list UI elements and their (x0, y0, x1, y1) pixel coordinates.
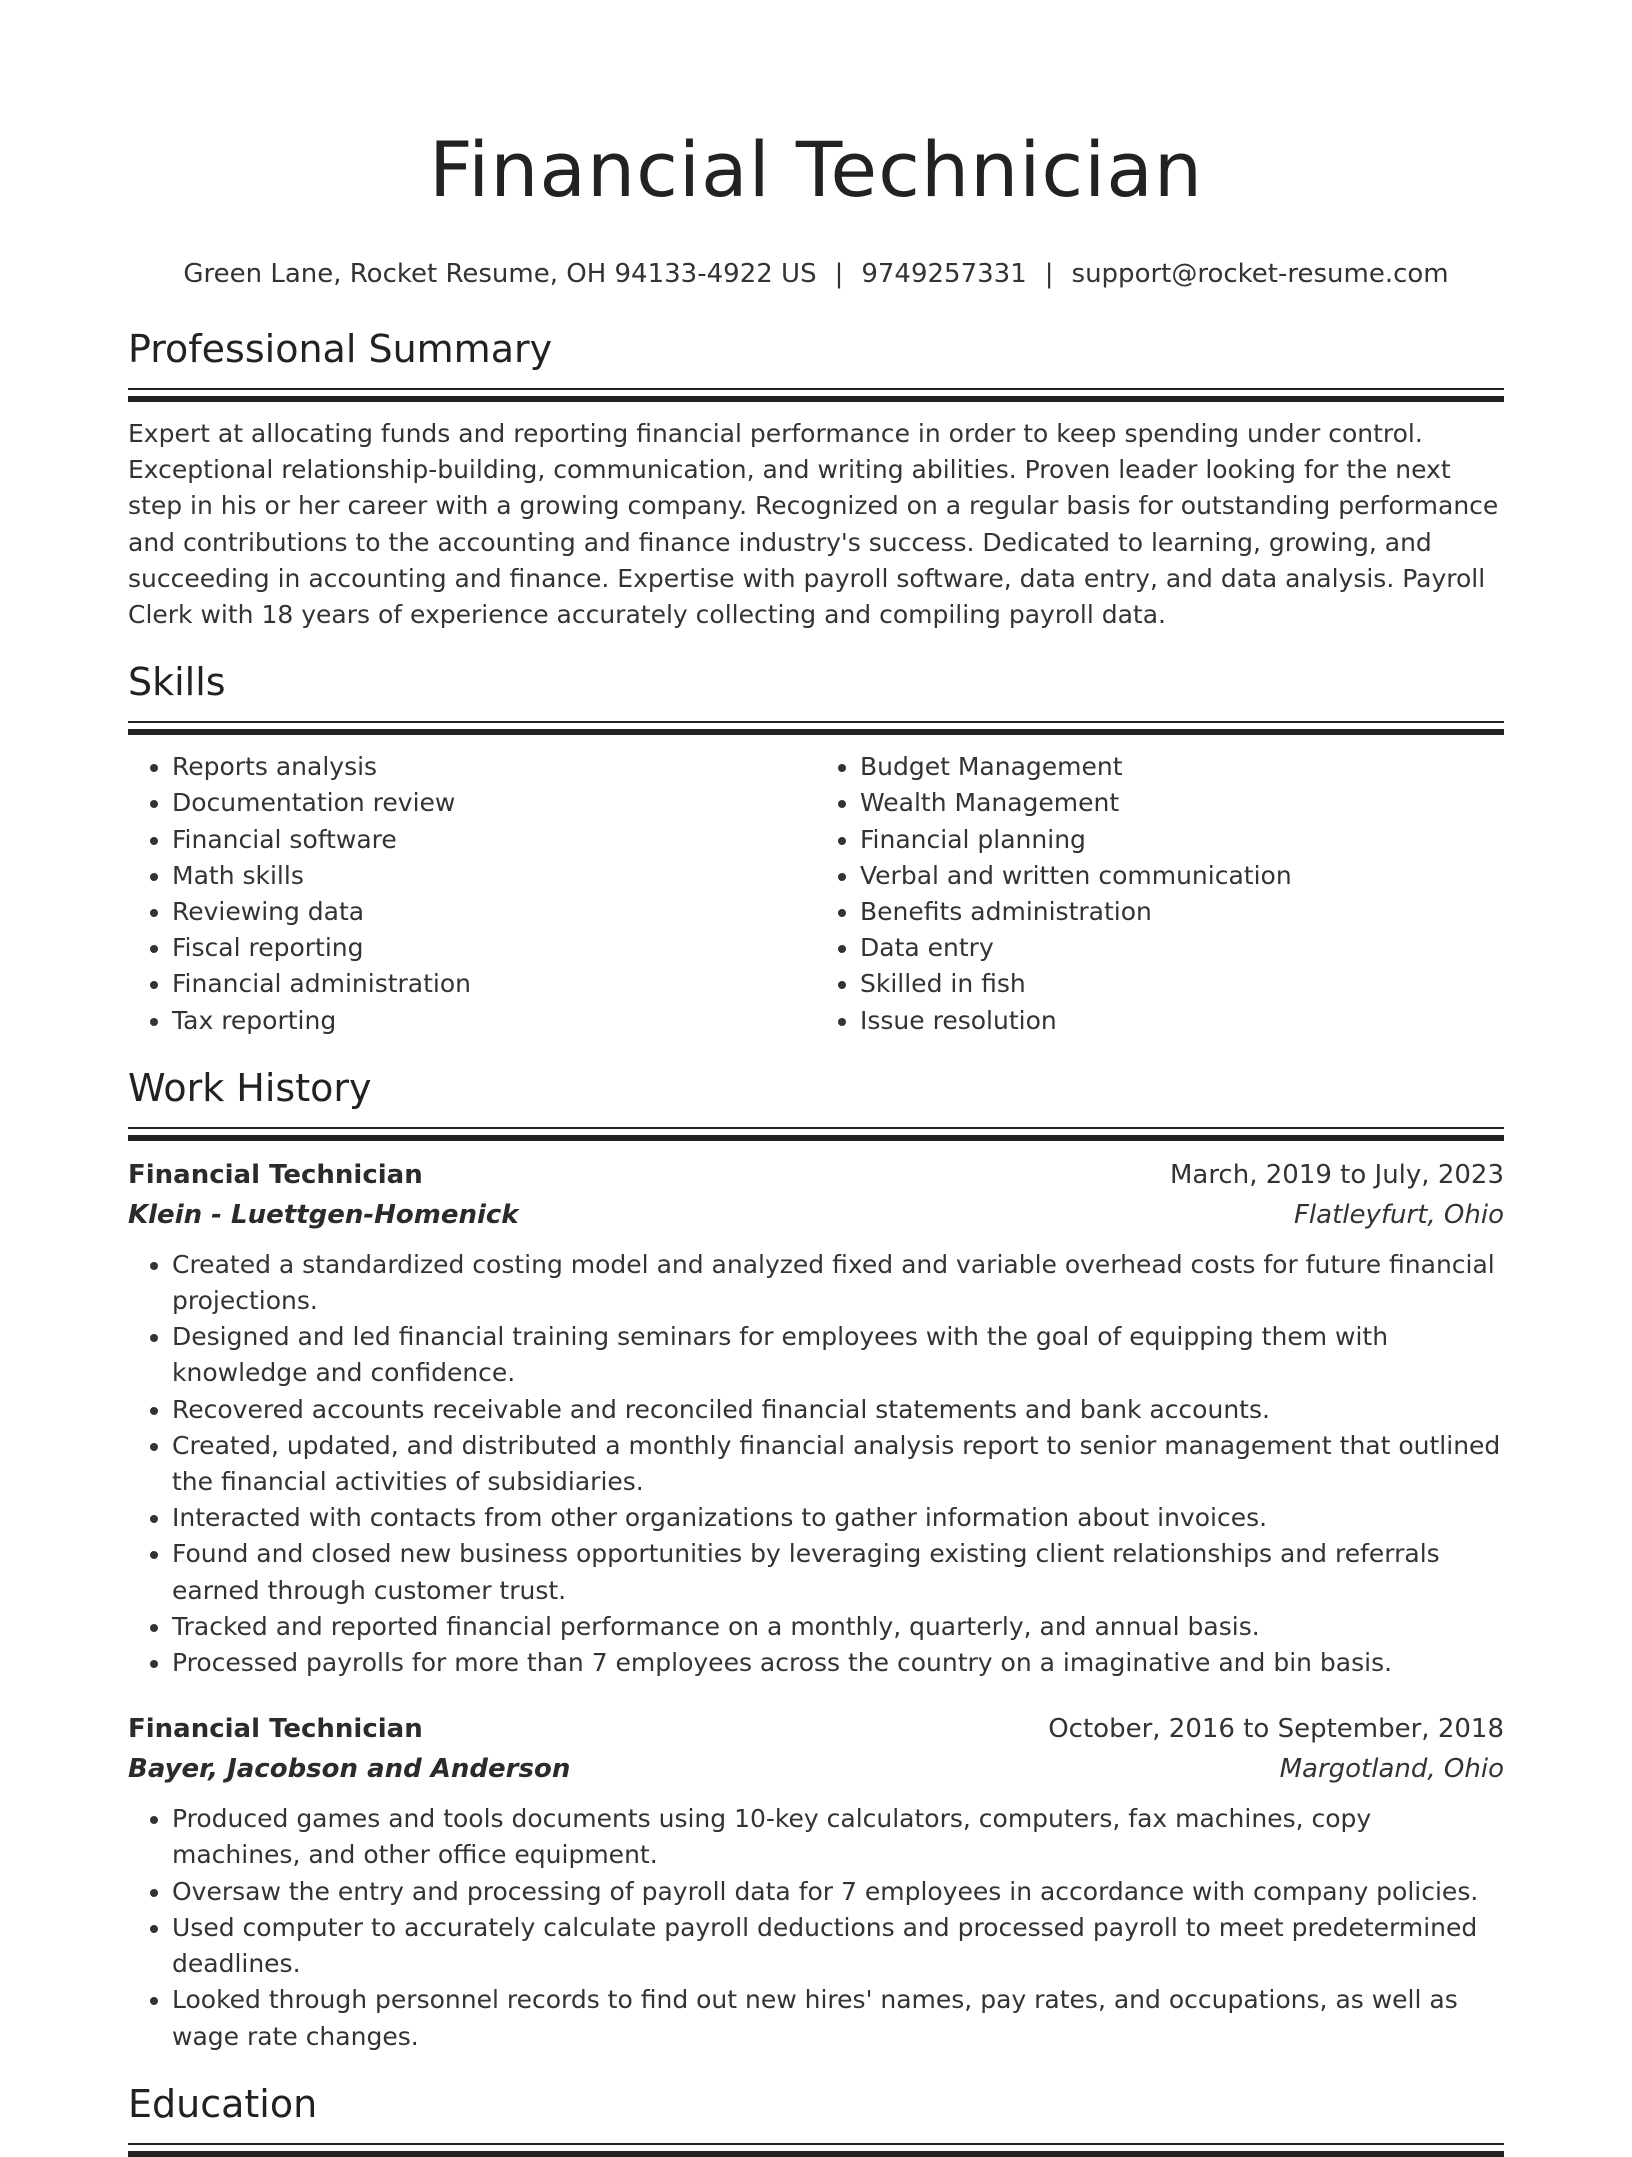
job-bullet: • Designed and led financial training seminars for employees with the goal of equipping them with knowledge and confidence. (172, 1319, 1504, 1391)
contact-address: Green Lane, Rocket Resume, OH 94133-4922 US (183, 259, 817, 289)
job-location: Flatleyfurt, Ohio (1293, 1199, 1504, 1230)
job-entry (128, 1155, 1504, 1681)
job-bullet: • Produced games and tools documents using 10-key calculators, computers, fax machines, copy machines, and other office equipment. (172, 1801, 1504, 1873)
skill-item: • Math skills (172, 858, 816, 894)
contact-separator: | (834, 259, 844, 289)
summary-section (128, 324, 1504, 633)
section-divider (128, 388, 1504, 402)
contact-line (128, 256, 1504, 292)
job-bullet: • Looked through personnel records to find out new hires' names, pay rates, and occupations, as well as wage rate changes. (172, 1982, 1504, 2054)
summary-text: Expert at allocating funds and reporting financial performance in order to keep spending under control. Exceptional relationship-building, communication, and writing abilities. Proven leader looking for the next step in his or her career with a growing company. Recognized on a regular basis for outstanding performance and contributions to the accounting and finance industry's success. Dedicated to learning, growing, and succeeding in accounting and finance. Expertise with payroll software, data entry, and data analysis. Payroll Clerk with 18 years of experience accurately collecting and compiling payroll data. (128, 419, 1499, 630)
skills-columns (128, 749, 1504, 1039)
skills-section (128, 657, 1504, 1039)
job-dates: March, 2019 to July, 2023 (1169, 1159, 1504, 1190)
job-company: Bayer, Jacobson and Anderson (128, 1754, 571, 1785)
section-divider (128, 2143, 1504, 2157)
job-entry (128, 1709, 1504, 2054)
skill-item: • Issue resolution (860, 1003, 1504, 1039)
resume-name: Financial Technician (428, 125, 1204, 214)
section-divider (128, 721, 1504, 735)
skill-item: • Documentation review (172, 785, 816, 821)
job-title: Financial Technician (128, 1714, 423, 1745)
job-dates: October, 2016 to September, 2018 (1048, 1714, 1504, 1745)
skill-item: • Wealth Management (860, 785, 1504, 821)
contact-email[interactable]: support@rocket-resume.com (1071, 259, 1449, 289)
job-bullet: • Recovered accounts receivable and reconciled financial statements and bank accounts. (172, 1392, 1504, 1428)
skill-item: • Financial planning (860, 822, 1504, 858)
job-bullet: • Interacted with contacts from other organizations to gather information about invoices. (172, 1500, 1504, 1536)
job-title: Financial Technician (128, 1159, 423, 1190)
work-history-section (128, 1063, 1504, 2055)
section-title-skills: Skills (128, 660, 226, 705)
section-title-work-history: Work History (128, 1065, 372, 1110)
skill-item: • Reviewing data (172, 894, 816, 930)
skill-item: • Verbal and written communication (860, 858, 1504, 894)
skill-item: • Reports analysis (172, 749, 816, 785)
job-bullet: • Processed payrolls for more than 7 employees across the country on a imaginative and bin basis. (172, 1645, 1504, 1681)
contact-phone: 9749257331 (861, 259, 1027, 289)
job-bullet: • Tracked and reported financial performance on a monthly, quarterly, and annual basis. (172, 1609, 1504, 1645)
education-section (128, 2079, 1504, 2157)
skill-item: • Tax reporting (172, 1003, 816, 1039)
skill-item: • Fiscal reporting (172, 930, 816, 966)
job-bullet: • Created a standardized costing model and analyzed fixed and variable overhead costs for future financial projections. (172, 1247, 1504, 1319)
job-bullet: • Created, updated, and distributed a monthly financial analysis report to senior management that outlined the financial activities of subsidiaries. (172, 1428, 1504, 1500)
skill-item: • Budget Management (860, 749, 1504, 785)
job-bullet: • Used computer to accurately calculate payroll deductions and processed payroll to meet predetermined deadlines. (172, 1910, 1504, 1982)
job-location: Margotland, Ohio (1279, 1754, 1504, 1785)
contact-separator: | (1044, 259, 1054, 289)
skill-item: • Financial administration (172, 966, 816, 1002)
job-company: Klein - Luettgen-Homenick (128, 1199, 519, 1230)
section-divider (128, 1127, 1504, 1141)
job-bullet: • Found and closed new business opportunities by leveraging existing client relationships and referrals earned through customer trust. (172, 1536, 1504, 1608)
job-bullet: • Oversaw the entry and processing of payroll data for 7 employees in accordance with company policies. (172, 1874, 1504, 1910)
skills-column-right (816, 749, 1504, 1039)
skill-item: • Financial software (172, 822, 816, 858)
skills-column-left (128, 749, 816, 1039)
section-title-summary: Professional Summary (128, 327, 553, 371)
skill-item: • Skilled in fish (860, 966, 1504, 1002)
skill-item: • Benefits administration (860, 894, 1504, 930)
section-title-education: Education (128, 2081, 318, 2126)
skill-item: • Data entry (860, 930, 1504, 966)
